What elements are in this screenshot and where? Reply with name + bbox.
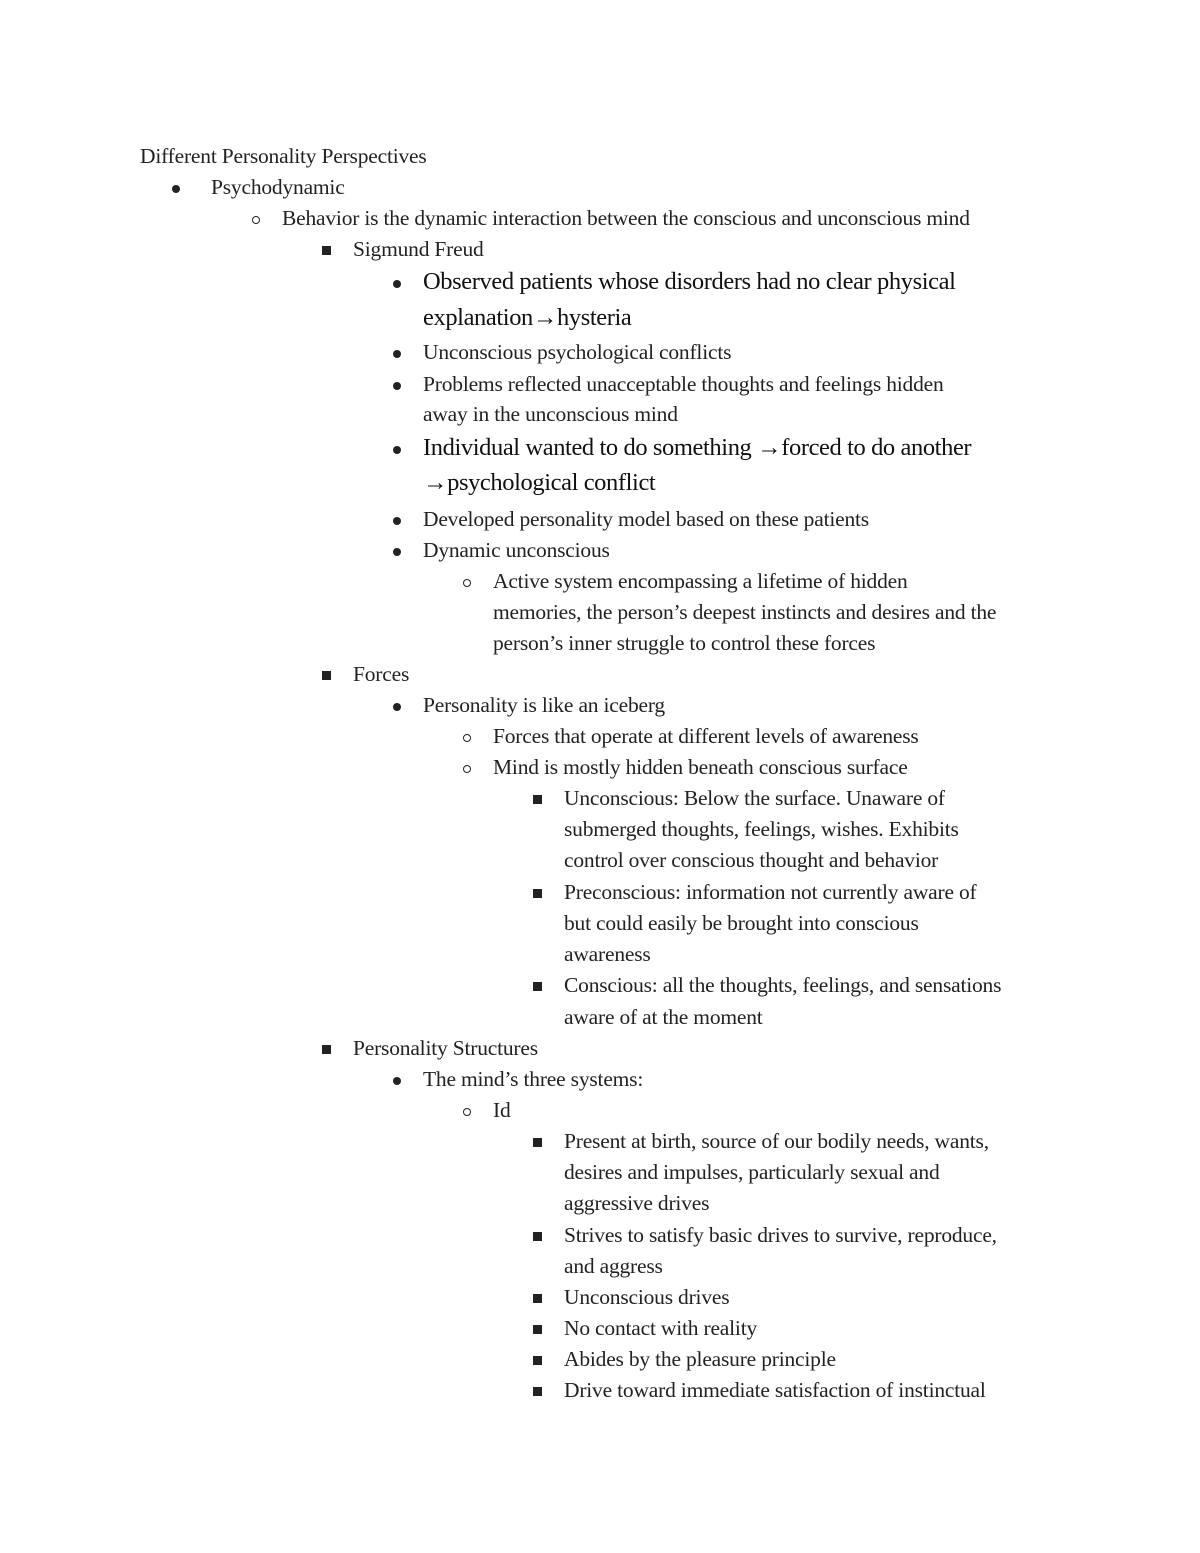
filled-circle-bullet-icon [387,535,407,566]
list-item-conscious-line-1: Conscious: all the thoughts, feelings, and sensations [564,973,1002,997]
list-item-unconscious-conflicts: Unconscious psychological conflicts [423,340,732,364]
list-item-active-line-2: memories, the person’s deepest instincts and desires and the [493,600,997,624]
square-bullet-icon [527,1282,547,1313]
list-item-birth-line-3: aggressive drives [564,1191,710,1215]
list-item-birth-line-1: Present at birth, source of our bodily needs, wants, [564,1129,989,1153]
list-item-no-contact: No contact with reality [564,1316,758,1340]
filled-circle-bullet-icon [387,433,407,464]
filled-circle-bullet-icon [387,504,407,535]
list-item-active-line-3: person’s inner struggle to control these forces [493,631,876,655]
hollow-circle-bullet-icon [457,721,477,752]
list-item-sigmund-freud: Sigmund Freud [353,237,484,261]
square-bullet-icon [527,1126,547,1157]
list-item-pleasure-principle: Abides by the pleasure principle [564,1347,836,1371]
list-item-three-systems: The mind’s three systems: [423,1067,644,1091]
list-item-dynamic-unconscious: Dynamic unconscious [423,538,610,562]
list-item-observed-line-1: Observed patients whose disorders had no clear physical [423,268,956,295]
list-item-id: Id [493,1098,511,1122]
square-bullet-icon [527,877,547,908]
list-item-individual-line-2: →psychological conflict [423,469,656,496]
square-bullet-icon [316,659,336,690]
list-item-levels: Forces that operate at different levels of awareness [493,724,919,748]
list-item-problems-line-2: away in the unconscious mind [423,402,678,426]
list-item-strives-line-2: and aggress [564,1254,663,1278]
hollow-circle-bullet-icon [457,1095,477,1126]
square-bullet-icon [527,1313,547,1344]
list-item-birth-line-2: desires and impulses, particularly sexual and [564,1160,940,1184]
filled-circle-bullet-icon [387,267,407,298]
list-item-active-line-1: Active system encompassing a lifetime of hidden [493,569,908,593]
list-item-strives-line-1: Strives to satisfy basic drives to survive, reproduce, [564,1223,997,1247]
square-bullet-icon [527,783,547,814]
filled-circle-bullet-icon [387,337,407,368]
list-item-preconscious-line-1: Preconscious: information not currently aware of [564,880,977,904]
square-bullet-icon [527,1375,547,1406]
square-bullet-icon [527,1220,547,1251]
list-item-conscious-line-2: aware of at the moment [564,1005,763,1029]
list-item-individual-line-1: Individual wanted to do something →forced to do another [423,434,972,461]
list-item-developed: Developed personality model based on these patients [423,507,869,531]
list-item-drive-toward: Drive toward immediate satisfaction of instinctual [564,1378,986,1402]
square-bullet-icon [527,970,547,1001]
square-bullet-icon [527,1344,547,1375]
list-item-unconscious-line-1: Unconscious: Below the surface. Unaware of [564,786,945,810]
list-item-unconscious-line-2: submerged thoughts, feelings, wishes. Exhibits [564,817,959,841]
filled-circle-bullet-icon [387,1064,407,1095]
list-item-unconscious-drives: Unconscious drives [564,1285,730,1309]
square-bullet-icon [316,1033,336,1064]
list-item-preconscious-line-3: awareness [564,942,651,966]
hollow-circle-bullet-icon [457,752,477,783]
list-item-behavior: Behavior is the dynamic interaction between the conscious and unconscious mind [282,206,970,230]
document-title: Different Personality Perspectives [140,144,427,168]
list-item-psychodynamic: Psychodynamic [211,175,345,199]
hollow-circle-bullet-icon [457,566,477,597]
list-item-personality-structures: Personality Structures [353,1036,538,1060]
list-item-observed-line-2: explanation→hysteria [423,304,632,331]
list-item-unconscious-line-3: control over conscious thought and behavior [564,848,939,872]
filled-circle-bullet-icon [387,690,407,721]
filled-circle-bullet-icon [166,172,186,203]
list-item-problems-line-1: Problems reflected unacceptable thoughts and feelings hidden [423,372,944,396]
list-item-preconscious-line-2: but could easily be brought into conscious [564,911,919,935]
hollow-circle-bullet-icon [246,203,266,234]
filled-circle-bullet-icon [387,369,407,400]
list-item-forces: Forces [353,662,410,686]
list-item-iceberg: Personality is like an iceberg [423,693,665,717]
list-item-mind-hidden: Mind is mostly hidden beneath conscious surface [493,755,908,779]
square-bullet-icon [316,234,336,265]
